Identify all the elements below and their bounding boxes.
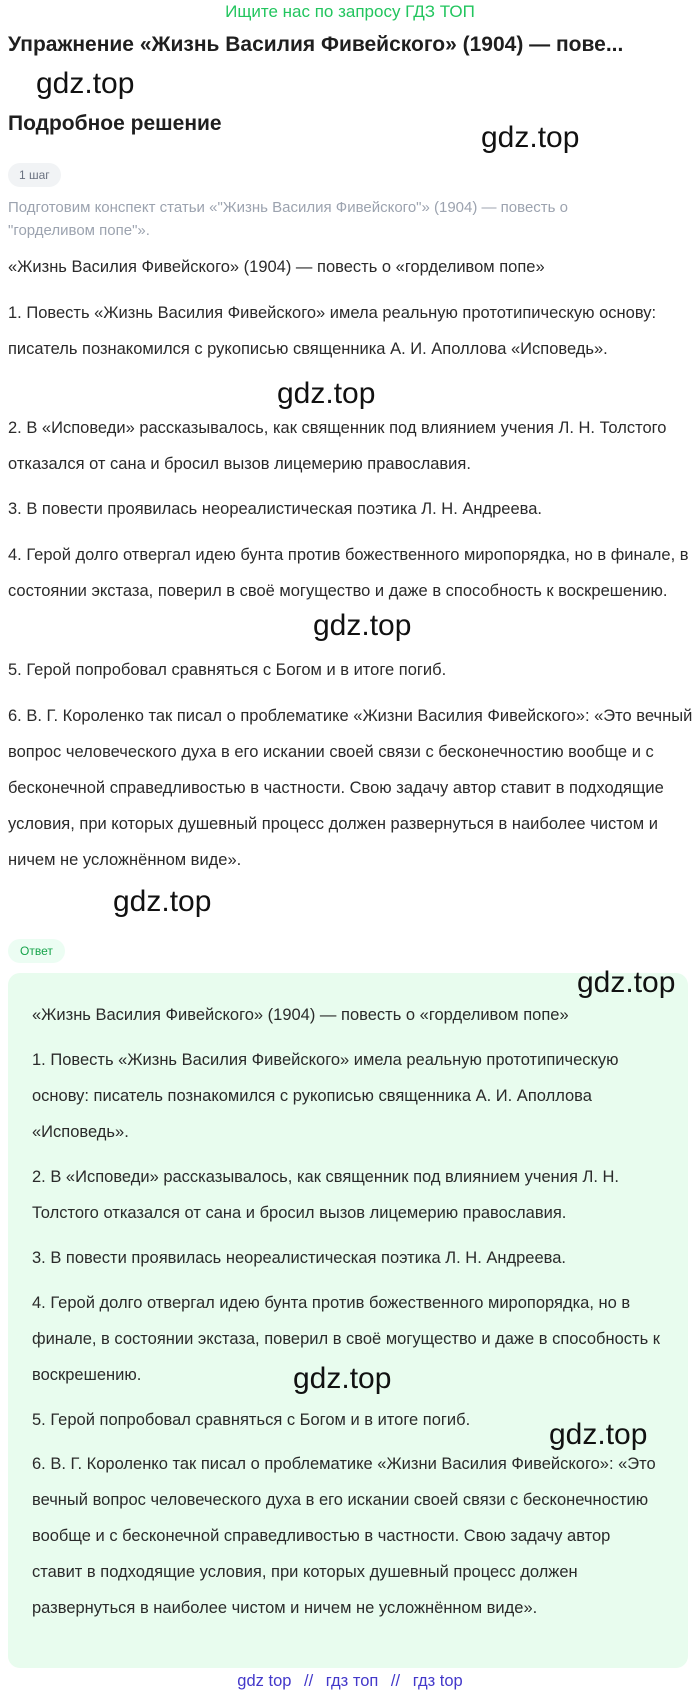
step-badge: 1 шаг [8, 163, 61, 187]
footer-links [0, 1669, 700, 1693]
answer-paragraph: «Жизнь Василия Фивейского» (1904) — повесть о «горделивом попе» [32, 1006, 569, 1024]
answer-paragraph: 3. В повести проявилась неореалистическая поэтика Л. Н. Андреева. [32, 1249, 566, 1267]
solution-paragraph: 5. Герой попробовал сравняться с Богом и в итоге погиб. [8, 661, 447, 679]
section-heading: Подробное решение [8, 112, 222, 135]
watermark: gdz.top [481, 121, 580, 154]
page-title: Упражнение «Жизнь Василия Фивейского» (1904) — пове... [8, 33, 624, 56]
footer-link-gdz-top-mixed[interactable]: гдз top [412, 1672, 463, 1690]
footer-separator: // [390, 1672, 401, 1690]
solution-paragraph: 6. В. Г. Короленко так писал о проблематике «Жизни Василия Фивейского»: «Это вечный вопрос человеческого духа в его искании своей связи с бесконечностию вообще и с бесконечной справедливостью в частности. Свою задачу автор ставит в подходящие условия, при которых душевный процесс должен развернуться в наиболее чистом и ничем не усложнённом виде». [8, 707, 693, 869]
solution-paragraph: 4. Герой долго отвергал идею бунта против божественного миропорядка, но в финале, в состоянии экстаза, поверил в своё могущество и даже в способность к воскрешению. [8, 546, 689, 600]
solution-paragraph: 2. В «Исповеди» рассказывалось, как священник под влиянием учения Л. Н. Толстого отказался от сана и бросил вызов лицемерию православия. [8, 419, 667, 473]
solution-paragraph: 3. В повести проявилась неореалистическая поэтика Л. Н. Андреева. [8, 500, 542, 518]
watermark: gdz.top [313, 609, 412, 642]
intro-note: Подготовим конспект статьи «"Жизнь Василия Фивейского"» (1904) — повесть о "горделивом попе"». [8, 199, 568, 239]
solution-paragraph: «Жизнь Василия Фивейского» (1904) — повесть о «горделивом попе» [8, 258, 545, 276]
answer-badge: Ответ [8, 939, 65, 963]
watermark: gdz.top [277, 377, 376, 410]
answer-paragraph: 6. В. Г. Короленко так писал о проблематике «Жизни Василия Фивейского»: «Это вечный вопрос человеческого духа в его искании своей связи с бесконечностию вообще и с бесконечной справедливостью в частности. Свою задачу автор ставит в подходящие условия, при которых душевный процесс должен развернуться в наиболее чистом и ничем не усложнённом виде». [32, 1455, 656, 1617]
watermark: gdz.top [113, 885, 212, 918]
watermark: gdz.top [577, 966, 676, 999]
watermark: gdz.top [293, 1362, 392, 1395]
footer-link-gdz-top-cyrillic[interactable]: гдз топ [325, 1672, 379, 1690]
footer-link-gdz-top[interactable]: gdz top [237, 1672, 292, 1690]
solution-paragraph: 1. Повесть «Жизнь Василия Фивейского» имела реальную прототипическую основу: писатель познакомился с рукописью священника А. И. Аполлова «Исповедь». [8, 304, 657, 358]
answer-paragraph: 1. Повесть «Жизнь Василия Фивейского» имела реальную прототипическую основу: писатель познакомился с рукописью священника А. И. Аполлова «Исповедь». [32, 1051, 619, 1141]
answer-paragraph: 5. Герой попробовал сравняться с Богом и в итоге погиб. [32, 1411, 471, 1429]
watermark: gdz.top [36, 67, 135, 100]
footer-separator: // [304, 1672, 314, 1690]
answer-paragraph: 4. Герой долго отвергал идею бунта против божественного миропорядка, но в финале, в состоянии экстаза, поверил в своё могущество и даже в способность к воскрешению. [32, 1294, 660, 1384]
search-hint-banner: Ищите нас по запросу ГДЗ ТОП [225, 2, 475, 21]
answer-paragraph: 2. В «Исповеди» рассказывалось, как священник под влиянием учения Л. Н. Толстого отказался от сана и бросил вызов лицемерию православия. [32, 1168, 620, 1222]
watermark: gdz.top [549, 1418, 648, 1451]
